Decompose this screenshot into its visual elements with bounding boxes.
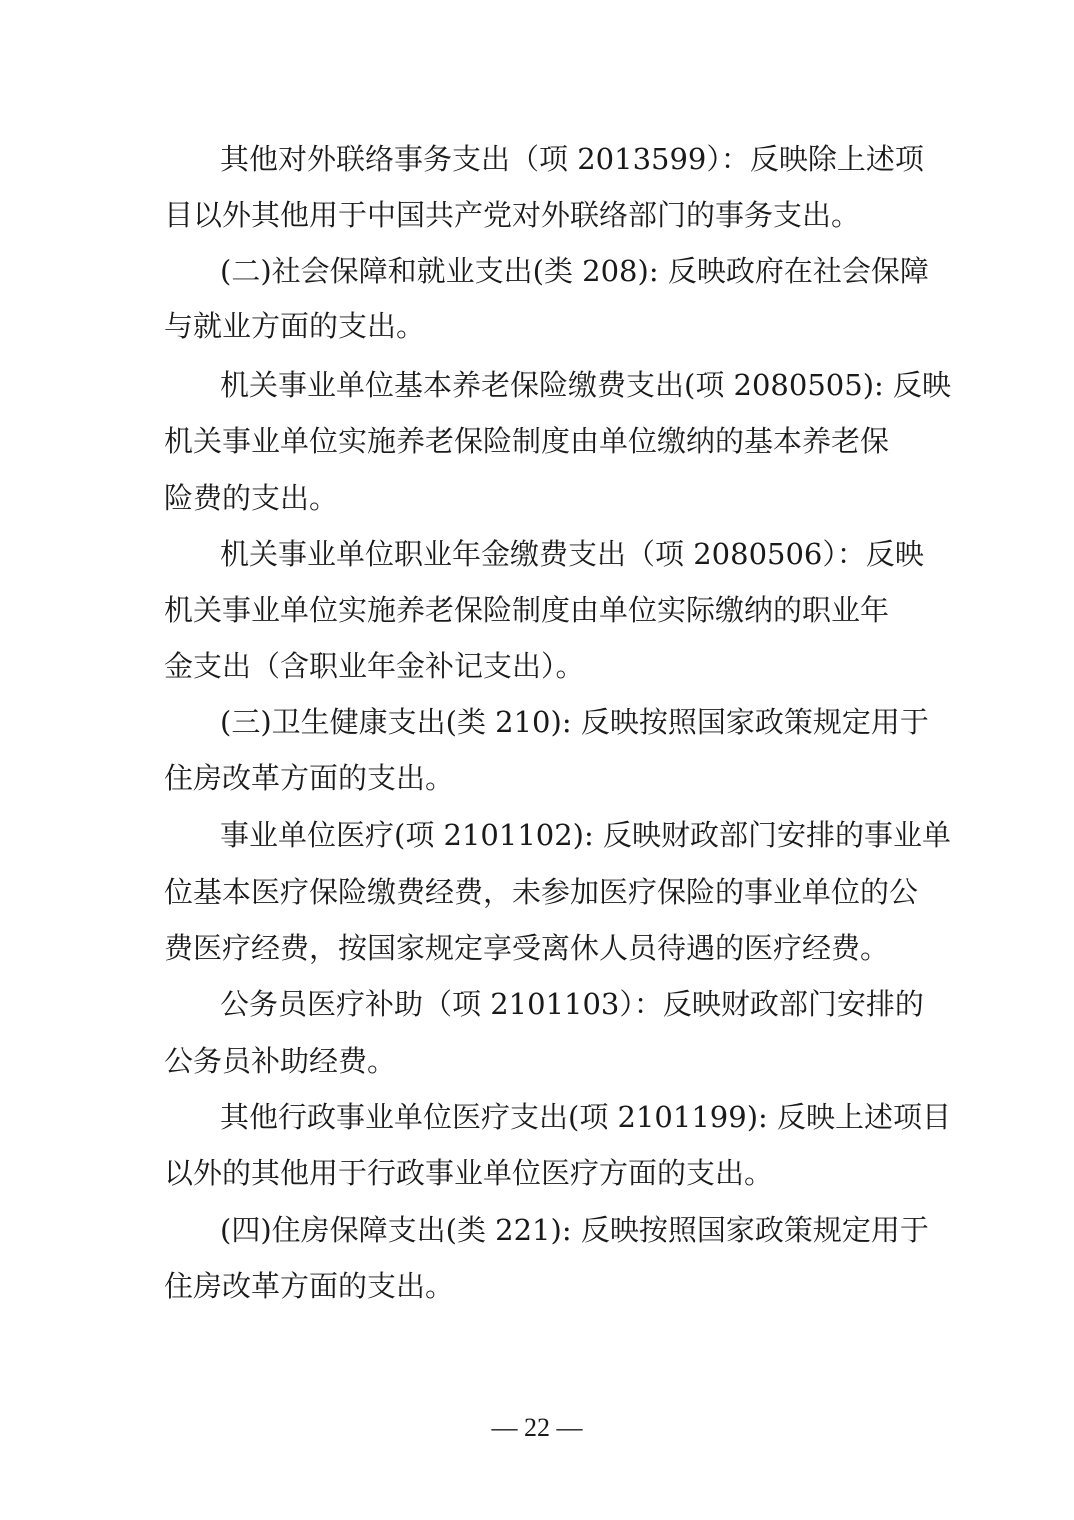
paragraph-line: 机关事业单位基本养老保险缴费支出(项 2080505): 反映 [220, 368, 951, 402]
paragraph-line: 住房改革方面的支出。 [164, 1269, 455, 1303]
paragraph-line: 机关事业单位职业年金缴费支出（项 2080506）：反映 [220, 537, 924, 571]
paragraph-line: 位基本医疗保险缴费经费，未参加医疗保险的事业单位的公 [164, 875, 919, 909]
paragraph-line: 其他行政事业单位医疗支出(项 2101199): 反映上述项目 [220, 1100, 951, 1134]
paragraph-line: 与就业方面的支出。 [164, 309, 426, 343]
paragraph-line: 金支出（含职业年金补记支出）。 [164, 649, 585, 683]
paragraph-line: 机关事业单位实施养老保险制度由单位缴纳的基本养老保 [164, 424, 890, 458]
section-heading: (三)卫生健康支出(类 210): 反映按照国家政策规定用于 [220, 705, 929, 739]
paragraph-line: 公务员补助经费。 [164, 1044, 397, 1078]
paragraph-line: 费医疗经费，按国家规定享受离休人员待遇的医疗经费。 [164, 931, 890, 965]
section-heading: (四)住房保障支出(类 221): 反映按照国家政策规定用于 [220, 1213, 929, 1247]
paragraph-line: 以外的其他用于行政事业单位医疗方面的支出。 [164, 1156, 774, 1190]
paragraph-line: 目以外其他用于中国共产党对外联络部门的事务支出。 [164, 198, 861, 232]
paragraph-line: 住房改革方面的支出。 [164, 761, 455, 795]
paragraph-line: 其他对外联络事务支出（项 2013599）：反映除上述项 [220, 142, 924, 176]
paragraph-line: 险费的支出。 [164, 481, 339, 515]
section-heading: (二)社会保障和就业支出(类 208): 反映政府在社会保障 [220, 254, 929, 288]
page-number: — 22 — [491, 1413, 583, 1442]
paragraph-line: 公务员医疗补助（项 2101103）：反映财政部门安排的 [220, 987, 924, 1021]
paragraph-line: 机关事业单位实施养老保险制度由单位实际缴纳的职业年 [164, 593, 890, 627]
paragraph-line: 事业单位医疗(项 2101102): 反映财政部门安排的事业单 [220, 818, 951, 852]
